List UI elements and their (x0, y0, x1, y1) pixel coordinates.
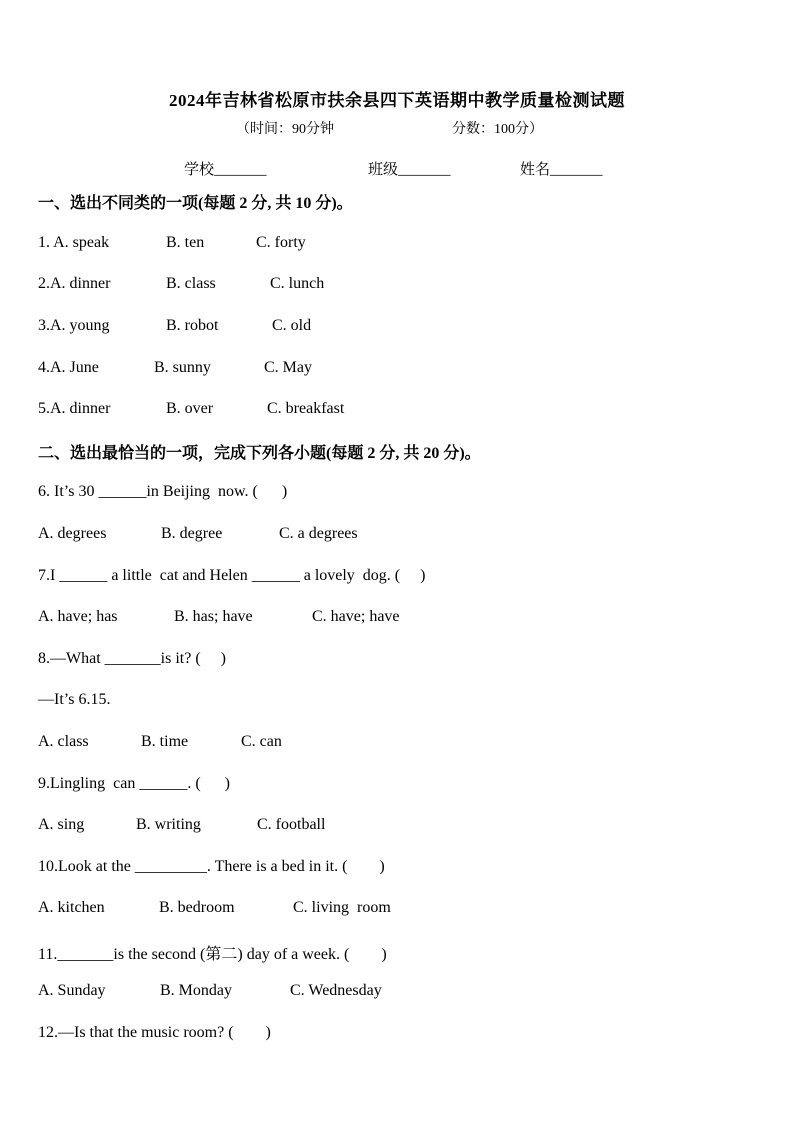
q5-option-b: B. over (166, 400, 214, 417)
q8-reply: —It’s 6.15. (38, 691, 111, 708)
q6-option-b: B. degree (161, 525, 223, 542)
q10-option-c: C. living room (293, 899, 391, 916)
q9-option-b: B. writing (136, 816, 201, 833)
q1-option-b: B. ten (166, 234, 205, 251)
q6-option-c: C. a degrees (279, 525, 358, 542)
q9-option-c: C. football (257, 816, 326, 833)
q1-option-a: 1. A. speak (38, 234, 110, 251)
q2-option-b: B. class (166, 275, 216, 292)
q4-option-c: C. May (264, 359, 312, 376)
q6-option-a: A. degrees (38, 525, 107, 542)
q8-option-a: A. class (38, 733, 89, 750)
section-2-heading: 二、选出最恰当的一项，完成下列各小题(每题 2 分, 共 20 分)。 (38, 445, 481, 462)
q7-option-b: B. has; have (174, 608, 253, 625)
q9-option-a: A. sing (38, 816, 85, 833)
q3-option-b: B. robot (166, 317, 219, 334)
q11-option-c: C. Wednesday (290, 982, 382, 999)
q4-option-b: B. sunny (154, 359, 211, 376)
class-field: 班级_______ (368, 162, 451, 178)
q12-stem: 12.—Is that the music room? ( ) (38, 1024, 271, 1041)
q11-option-a: A. Sunday (38, 982, 106, 999)
section-1-heading: 一、选出不同类的一项(每题 2 分, 共 10 分)。 (38, 195, 353, 212)
q7-stem: 7.I ______ a little cat and Helen ______ a lovely dog. ( ) (38, 567, 426, 584)
q9-stem: 9.Lingling can ______. ( ) (38, 775, 230, 792)
name-field: 姓名_______ (520, 162, 603, 178)
exam-time: （时间：90分钟 (236, 122, 334, 137)
q3-option-a: 3.A. young (38, 317, 110, 334)
q6-stem: 6. It’s 30 ______in Beijing now. ( ) (38, 483, 288, 500)
q2-option-a: 2.A. dinner (38, 275, 111, 292)
q1-option-c: C. forty (256, 234, 306, 251)
q3-option-c: C. old (272, 317, 312, 334)
q5-option-c: C. breakfast (267, 400, 345, 417)
q10-stem: 10.Look at the _________. There is a bed in it. ( ) (38, 858, 385, 875)
q2-option-c: C. lunch (270, 275, 325, 292)
q10-option-b: B. bedroom (159, 899, 235, 916)
school-field: 学校_______ (184, 162, 267, 178)
page-title: 2024年吉林省松原市扶余县四下英语期中教学质量检测试题 (169, 91, 625, 110)
q7-option-c: C. have; have (312, 608, 400, 625)
q8-stem: 8.—What _______is it? ( ) (38, 650, 226, 667)
q7-option-a: A. have; has (38, 608, 118, 625)
q11-option-b: B. Monday (160, 982, 232, 999)
q11-stem: 11._______is the second (第二) day of a week. ( ) (38, 946, 387, 963)
q4-option-a: 4.A. June (38, 359, 99, 376)
q10-option-a: A. kitchen (38, 899, 105, 916)
q8-option-c: C. can (241, 733, 282, 750)
q8-option-b: B. time (141, 733, 189, 750)
exam-score: 分数：100分） (452, 122, 543, 137)
q5-option-a: 5.A. dinner (38, 400, 111, 417)
